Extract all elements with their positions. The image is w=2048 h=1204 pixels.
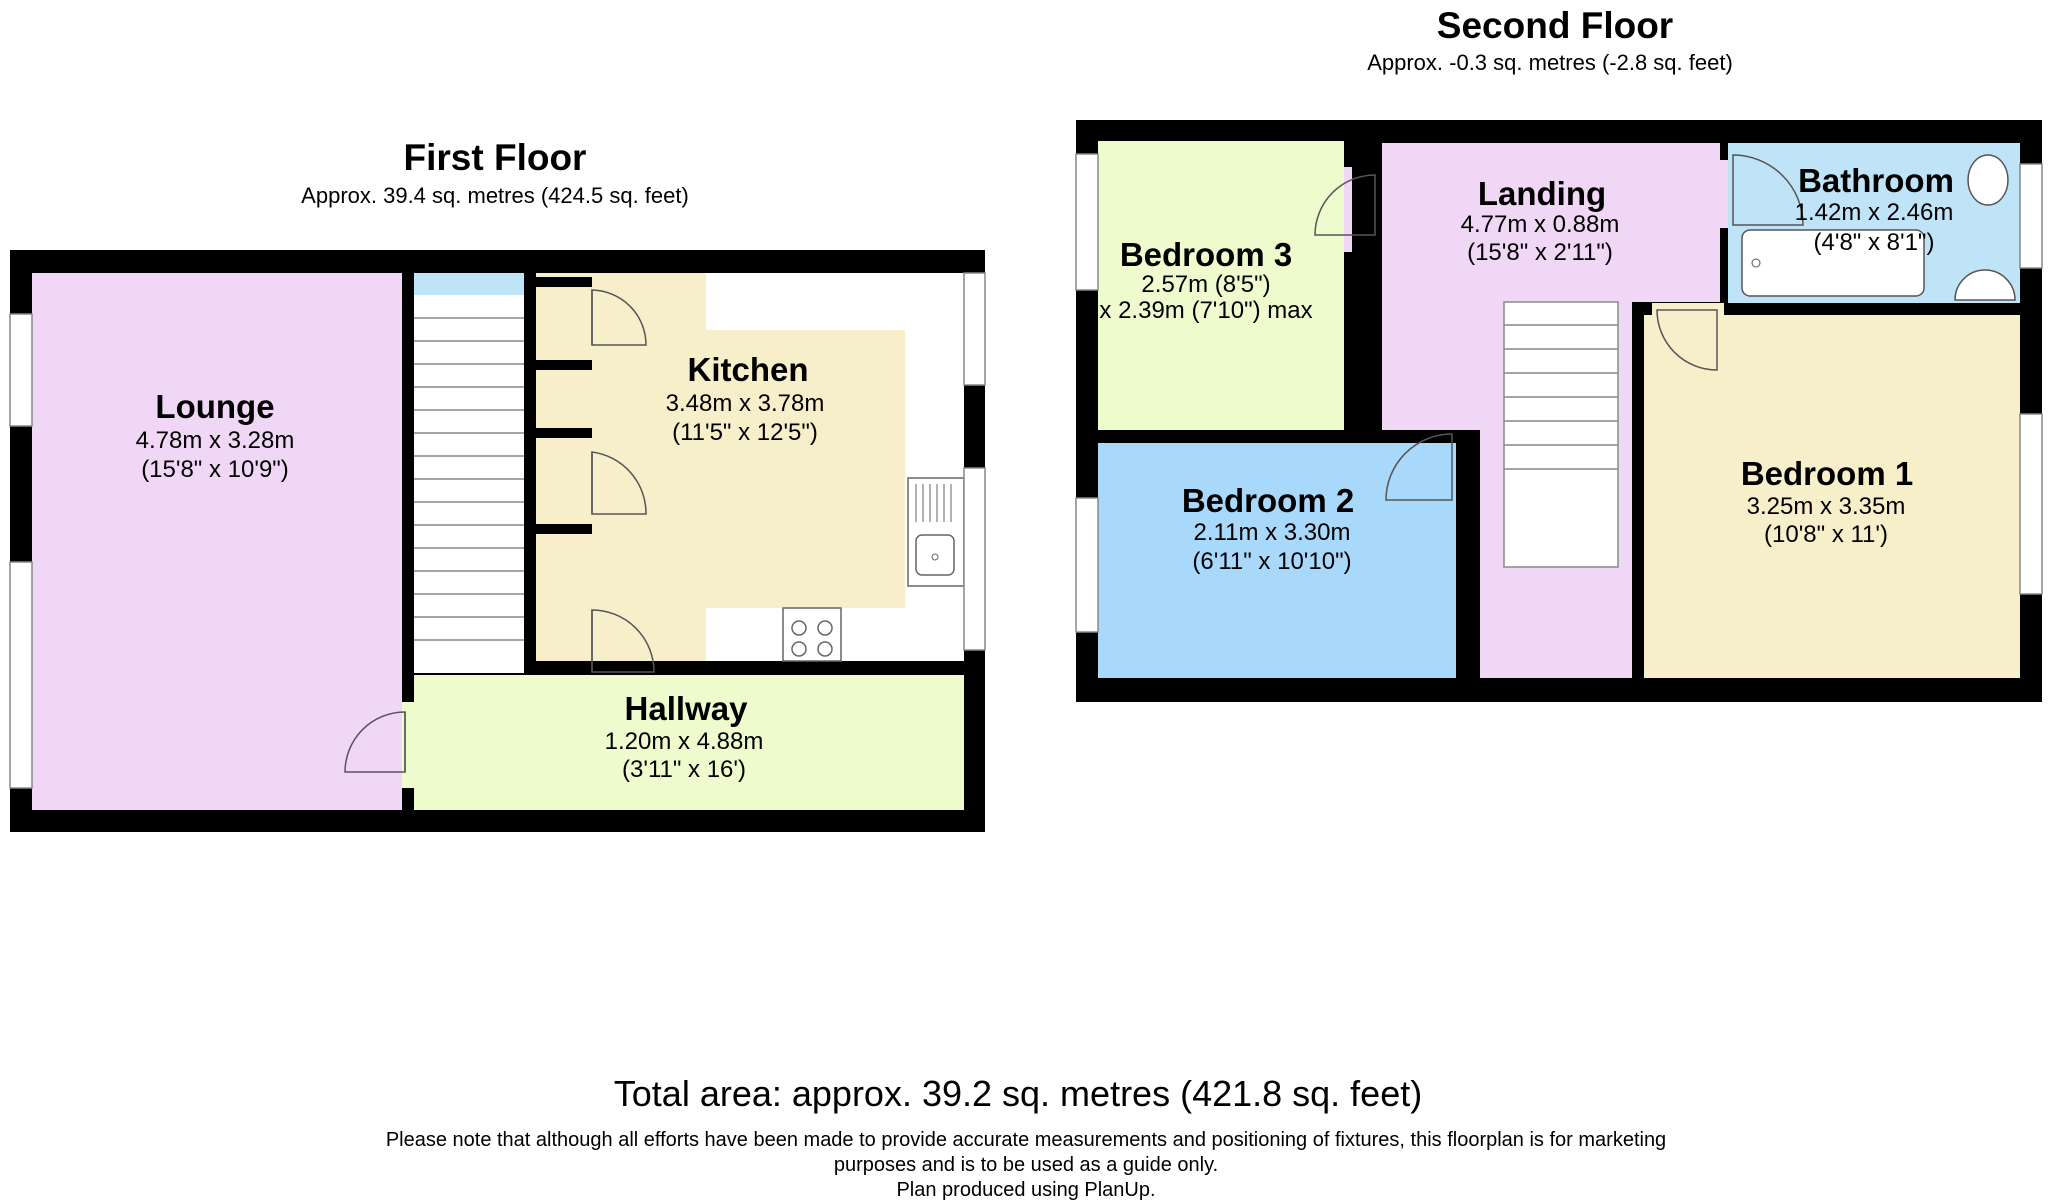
first-floor xyxy=(10,137,985,832)
sink-bowl-icon xyxy=(916,535,954,575)
disclaimer-line-1: Please note that although all efforts have been made to provide accurate measurements and positioning of fixtures, this floorplan is for marketing xyxy=(385,1129,1667,1151)
bedroom3-landing-wall xyxy=(1344,252,1382,430)
bedroom1-door-opening xyxy=(1652,303,1724,315)
landing-name: Landing xyxy=(1477,175,1607,212)
first-floor-area: Approx. 39.4 sq. metres (424.5 sq. feet) xyxy=(301,183,689,208)
bedroom1-name: Bedroom 1 xyxy=(1740,455,1914,492)
window-lounge xyxy=(10,314,32,426)
second-floor-stairs xyxy=(1504,302,1618,567)
bathroom-door-opening xyxy=(1720,160,1728,228)
second-floor-title: Second Floor xyxy=(1436,5,1674,46)
landing-metric: 4.77m x 0.88m xyxy=(1460,211,1620,238)
toilet-icon xyxy=(1968,155,2008,205)
window-bathroom xyxy=(2020,164,2042,268)
cupboard-wall xyxy=(536,524,592,534)
bathroom-metric: 1.42m x 2.46m xyxy=(1794,199,1954,226)
kitchen-name: Kitchen xyxy=(687,351,809,388)
window-kitchen xyxy=(964,468,985,650)
window-kitchen xyxy=(964,273,985,385)
window-bedroom2 xyxy=(1076,498,1098,632)
cupboard-wall xyxy=(536,360,592,370)
bathroom-imperial: (4'8" x 8'1") xyxy=(1813,229,1935,256)
bedroom2-landing-wall xyxy=(1456,430,1472,678)
kitchen-imperial: (11'5" x 12'5") xyxy=(672,419,818,446)
kitchen-metric: 3.48m x 3.78m xyxy=(665,390,825,417)
window-bedroom3 xyxy=(1076,154,1098,290)
bedroom2-imperial: (6'11" x 10'10") xyxy=(1192,548,1352,575)
bedroom3-metric: 2.57m (8'5") xyxy=(1141,271,1271,298)
hallway-metric: 1.20m x 4.88m xyxy=(604,728,764,755)
landing-bedroom1-wall xyxy=(1632,302,1644,678)
footer xyxy=(386,1073,1666,1201)
bedroom1-imperial: (10'8" x 11') xyxy=(1764,521,1888,548)
hallway-name: Hallway xyxy=(624,690,748,727)
bedroom3-name: Bedroom 3 xyxy=(1119,236,1293,273)
lounge-door-opening xyxy=(402,702,414,788)
bathroom-name: Bathroom xyxy=(1798,162,1954,199)
cupboard-wall xyxy=(536,428,592,438)
landing-imperial: (15'8" x 2'11") xyxy=(1467,239,1613,266)
stairs-kitchen-wall xyxy=(524,273,536,675)
bedroom2-name: Bedroom 2 xyxy=(1181,482,1355,519)
lounge-metric: 4.78m x 3.28m xyxy=(135,427,295,454)
kitchen-hallway-wall xyxy=(530,661,964,675)
bedroom1-metric: 3.25m x 3.35m xyxy=(1746,493,1906,520)
total-area: Total area: approx. 39.2 sq. metres (421.8 sq. feet) xyxy=(613,1073,1423,1114)
lounge-name: Lounge xyxy=(155,388,275,425)
window-bedroom1 xyxy=(2020,414,2042,594)
lounge-room xyxy=(32,273,402,810)
second-floor xyxy=(1076,5,2042,702)
bedroom3-imperial: x 2.39m (7'10") max xyxy=(1099,297,1313,324)
disclaimer-line-2: purposes and is to be used as a guide only. xyxy=(833,1154,1219,1176)
hob-unit xyxy=(783,608,841,661)
first-floor-title: First Floor xyxy=(403,137,587,178)
lounge-imperial: (15'8" x 10'9") xyxy=(141,456,289,483)
window-lounge xyxy=(10,562,32,788)
bedroom2-metric: 2.11m x 3.30m xyxy=(1193,519,1351,546)
cupboard-wall xyxy=(536,277,592,287)
disclaimer-line-3: Plan produced using PlanUp. xyxy=(896,1179,1156,1201)
bedroom3-landing-wall xyxy=(1344,141,1382,167)
hallway-imperial: (3'11" x 16') xyxy=(622,756,746,783)
second-floor-area: Approx. -0.3 sq. metres (-2.8 sq. feet) xyxy=(1367,50,1733,75)
stair-top-landing xyxy=(414,273,524,295)
